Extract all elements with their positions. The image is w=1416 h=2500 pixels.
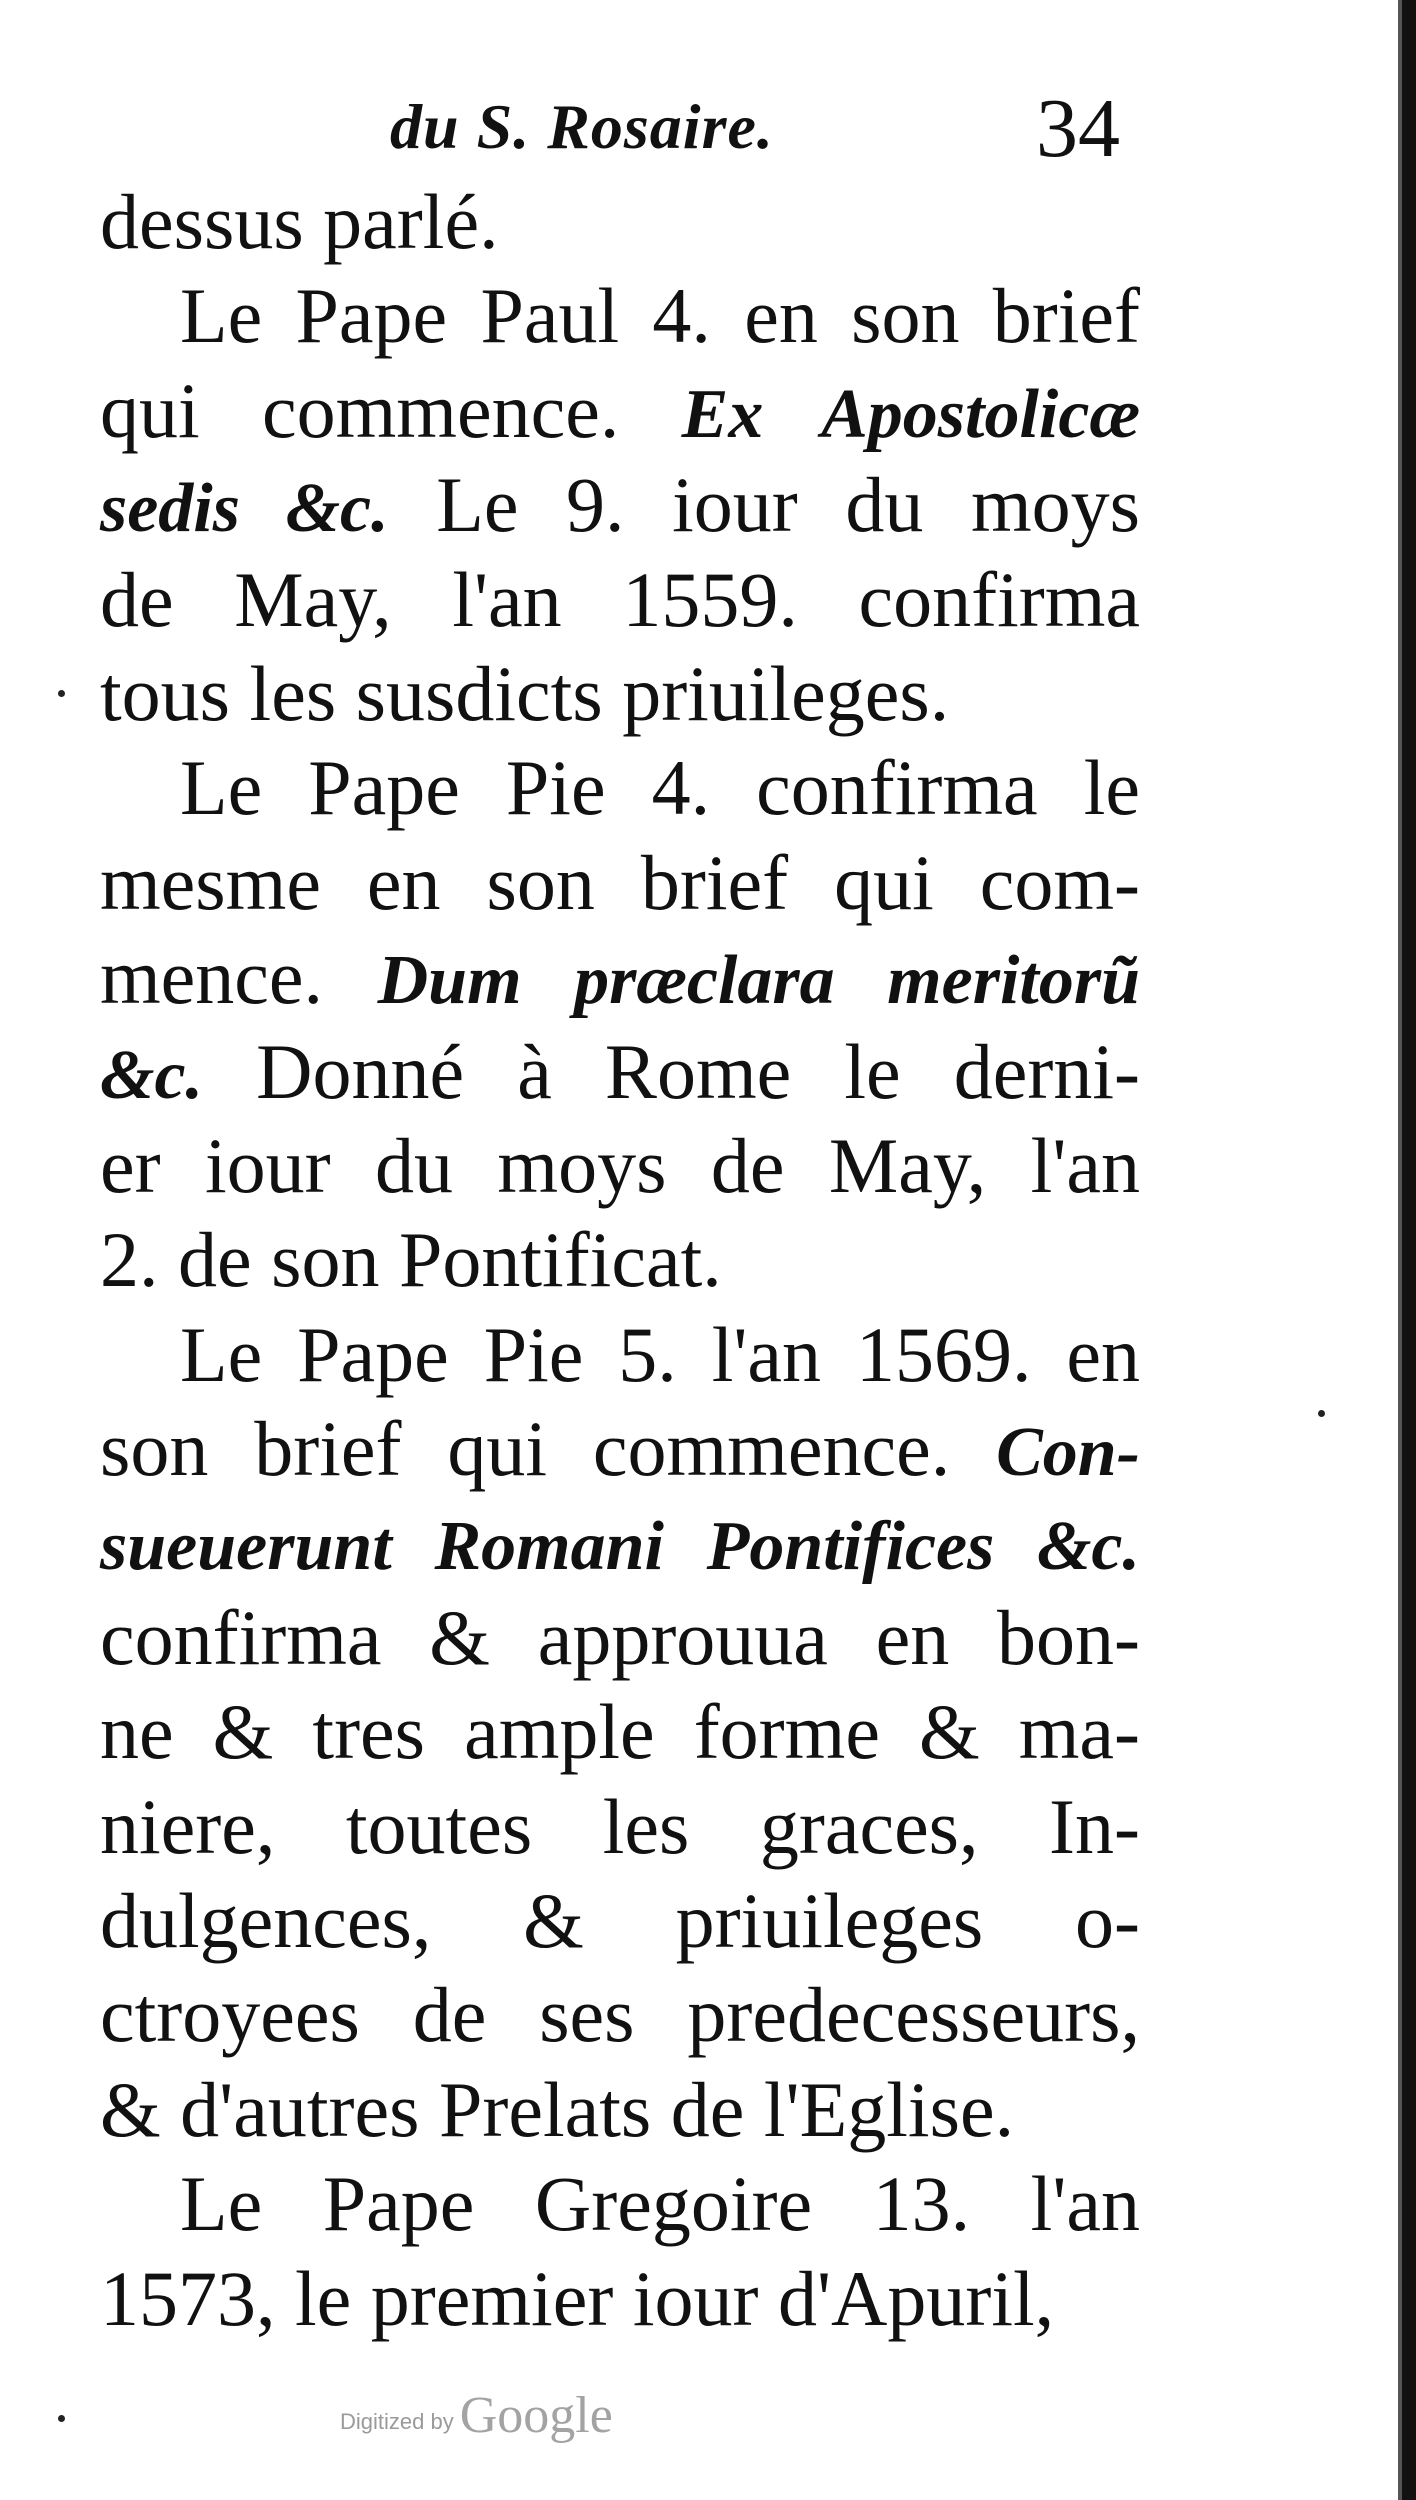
text-line xyxy=(100,553,1140,647)
latin-quotation: Con- xyxy=(996,1414,1140,1492)
text-segment: ctroyees de ses predecesseurs, xyxy=(100,1971,1140,2059)
text-line xyxy=(100,364,1140,458)
text-line xyxy=(100,1968,1140,2062)
running-title: du S. Rosaire. xyxy=(390,91,774,162)
book-spine-edge xyxy=(1402,0,1416,2500)
digitized-watermark xyxy=(340,2365,613,2445)
text-segment: Le Pape Paul 4. en son brief xyxy=(180,272,1140,360)
text-line xyxy=(100,1025,1140,1119)
scan-speck xyxy=(1318,1410,1325,1417)
text-segment: 1573, le premier iour d'Apuril, xyxy=(100,2254,1055,2342)
text-line xyxy=(100,741,1140,835)
text-line xyxy=(100,269,1140,363)
text-segment: niere, toutes les graces, In- xyxy=(100,1782,1140,1870)
text-line xyxy=(100,1685,1140,1779)
text-line xyxy=(100,2252,1140,2346)
latin-quotation: &c. xyxy=(100,1036,204,1114)
text-line xyxy=(100,1213,1140,1307)
text-segment: Le Pape Pie 4. confirma le xyxy=(180,744,1140,832)
text-line xyxy=(100,1496,1140,1590)
text-segment: dessus parlé. xyxy=(100,178,499,265)
text-segment: de May, l'an 1559. confirma xyxy=(100,555,1140,643)
latin-quotation: sedis &c. xyxy=(100,470,389,548)
scan-speck xyxy=(58,690,65,697)
text-segment: mesme en son brief qui com- xyxy=(100,838,1140,926)
page-header xyxy=(390,80,1150,190)
text-segment: Le 9. iour du moys xyxy=(388,461,1140,549)
text-line xyxy=(100,836,1140,930)
text-line xyxy=(100,1874,1140,1968)
google-logo: Google xyxy=(459,2387,613,2444)
text-line xyxy=(100,2157,1140,2251)
latin-quotation: sueuerunt Romani Pontifices &c. xyxy=(100,1508,1140,1586)
text-line xyxy=(100,647,1140,741)
text-segment: qui commence. xyxy=(100,366,682,454)
text-segment: 2. de son Pontificat. xyxy=(100,1216,722,1304)
scan-speck xyxy=(58,2415,65,2422)
latin-quotation: Ex Apostolicæ xyxy=(681,375,1140,453)
text-line xyxy=(100,1402,1140,1496)
text-segment: ne & tres ample forme & ma- xyxy=(100,1688,1140,1776)
text-line xyxy=(100,1308,1140,1402)
text-segment: & d'autres Prelats de l'Eglise. xyxy=(100,2065,1015,2153)
text-line xyxy=(100,1119,1140,1213)
text-line xyxy=(100,930,1140,1024)
text-line xyxy=(100,1591,1140,1685)
text-segment: confirma & approuua en bon- xyxy=(100,1593,1140,1681)
text-line xyxy=(100,1780,1140,1874)
digitized-label: Digitized by xyxy=(340,2409,454,2434)
text-segment: Le Pape Gregoire 13. l'an xyxy=(180,2160,1140,2248)
text-line xyxy=(100,458,1140,552)
text-line xyxy=(100,2063,1140,2157)
text-line xyxy=(100,175,1140,269)
text-segment: Le Pape Pie 5. l'an 1569. en xyxy=(180,1310,1140,1398)
text-segment: son brief qui commence. xyxy=(100,1405,997,1493)
text-segment: mence. xyxy=(100,933,378,1021)
text-segment: Donné à Rome le derni- xyxy=(203,1027,1140,1115)
text-segment: er iour du moys de May, l'an xyxy=(100,1121,1140,1209)
latin-quotation: Dum præclara meritorũ xyxy=(377,942,1141,1020)
text-segment: tous les susdicts priuileges. xyxy=(100,649,950,737)
page-number: 34 xyxy=(1036,82,1120,175)
text-segment: dulgences, & priuileges o- xyxy=(100,1877,1140,1965)
body-text xyxy=(100,175,1140,2346)
